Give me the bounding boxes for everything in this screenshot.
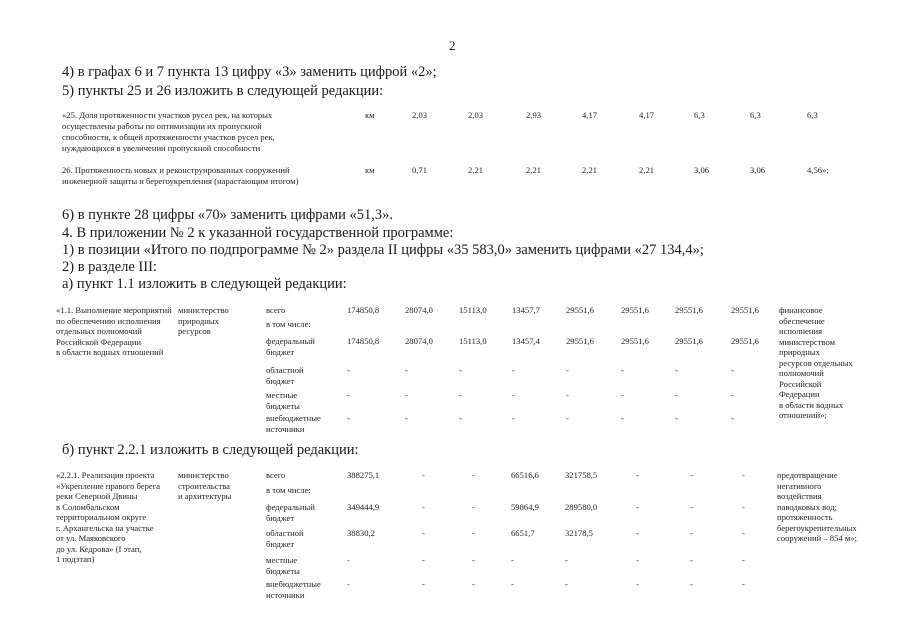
funding-value-cell: - (636, 502, 639, 512)
funding-value-cell: 15113,0 (459, 336, 487, 346)
funding-value-cell: 174850,8 (347, 305, 380, 315)
funding-value-cell: 32178,5 (565, 528, 593, 538)
funding-value-cell: 15113,0 (459, 305, 487, 315)
unit-cell: км (365, 165, 375, 175)
funding-value-cell: - (511, 579, 514, 589)
funding-value-cell: - (422, 579, 425, 589)
page-number: 2 (449, 38, 456, 53)
measure-name-line: «Укрепление правого берега (56, 480, 161, 491)
funding-value-cell: 66516,6 (511, 470, 539, 480)
measure-name-line: реки Северной Двины (56, 491, 138, 501)
funding-source-line: внебюджетные (266, 413, 321, 423)
value-cell: 2,21 (526, 165, 542, 175)
value-cell: 2,21 (582, 165, 598, 175)
funding-value-cell: - (472, 555, 475, 565)
funding-value-cell: - (636, 470, 639, 480)
funding-source-line: бюджет (266, 375, 295, 386)
funding-value-cell: - (675, 365, 678, 375)
indicator-name-line: нуждающихся в увеличении пропускной способности (62, 143, 261, 153)
measure-name-line: «2.2.1. Реализация проекта (56, 470, 155, 480)
indicator-name-line: инженерной защиты и берегоукрепления (нарастающим итогом) (62, 176, 299, 186)
indicator-name-line: способности, к общей протяженности участков русел рек, (62, 132, 275, 142)
funding-value-cell: - (405, 413, 408, 423)
funding-value-cell: - (347, 390, 350, 400)
indicator-name-line: осуществлены работы по оптимизации их пропускной (62, 121, 262, 131)
funding-source-line: областной (266, 528, 304, 538)
funding-value-cell: 29551,6 (621, 305, 649, 315)
funding-value-cell: - (405, 390, 408, 400)
funding-value-cell: - (636, 555, 639, 565)
funding-value-cell: 29551,6 (566, 305, 594, 315)
executor-line: министерство (178, 470, 229, 480)
funding-value-cell: 28074,0 (405, 336, 433, 346)
funding-value-cell: - (422, 470, 425, 480)
funding-value-cell: - (742, 502, 745, 512)
funding-value-cell: 349444,9 (347, 502, 380, 512)
funding-value-cell: - (742, 579, 745, 589)
expected-result-line: обеспечение (779, 315, 825, 326)
funding-value-cell: - (742, 528, 745, 538)
text-line: 2) в разделе III: (62, 259, 157, 275)
measure-name-line: г. Архангельска на участке (56, 522, 154, 533)
expected-result-line: отношений»; (779, 410, 827, 420)
funding-value-cell: - (347, 555, 350, 565)
funding-source-line: в том числе: (266, 485, 311, 495)
expected-result-line: Федерации (779, 389, 820, 399)
text-line: б) пункт 2.2.1 изложить в следующей редакции: (62, 442, 359, 458)
funding-value-cell: - (459, 365, 462, 375)
measure-name-line: в Соломбальском (56, 501, 120, 512)
funding-source-line: источники (266, 423, 305, 434)
funding-source-line: местные (266, 390, 298, 400)
expected-result-line: Российской (779, 378, 822, 389)
funding-value-cell: - (675, 413, 678, 423)
funding-value-cell: - (512, 390, 515, 400)
funding-value-cell: - (422, 555, 425, 565)
value-cell: 2,03 (412, 110, 428, 120)
expected-result-line: ресурсов отдельных (779, 357, 853, 368)
expected-result-line: министерством (779, 336, 836, 347)
value-cell: 2,21 (639, 165, 655, 175)
expected-result-line: финансовое (779, 305, 823, 315)
funding-value-cell: - (566, 365, 569, 375)
expected-result-line: полномочий (779, 368, 824, 378)
unit-cell: км (365, 110, 375, 120)
measure-name-line: Российской Федерации (56, 336, 142, 347)
funding-value-cell: 388275,1 (347, 470, 380, 480)
funding-source-line: внебюджетные (266, 579, 321, 589)
text-line: 4) в графах 6 и 7 пункта 13 цифру «3» заменить цифрой «2»; (62, 64, 437, 80)
text-line: 4. В приложении № 2 к указанной государственной программе: (62, 225, 454, 241)
funding-value-cell: - (472, 528, 475, 538)
measure-name-line: 1 подэтап) (56, 554, 95, 564)
funding-value-cell: - (459, 413, 462, 423)
funding-value-cell: 29551,6 (731, 305, 759, 315)
indicator-name-line: 26. Протяженность новых и реконструированных сооружений (62, 165, 290, 175)
value-cell: 4,17 (582, 110, 598, 120)
funding-value-cell: - (565, 555, 568, 565)
funding-value-cell: 13457,4 (512, 336, 540, 346)
funding-value-cell: - (636, 528, 639, 538)
funding-value-cell: 28074,0 (405, 305, 433, 315)
executor-line: природных (178, 315, 219, 326)
funding-value-cell: 29551,6 (566, 336, 594, 346)
expected-result-line: природных (779, 347, 820, 357)
funding-source-line: федеральный (266, 502, 315, 512)
funding-value-cell: - (422, 528, 425, 538)
funding-value-cell: 29551,6 (731, 336, 759, 346)
indicator-name-line: «25. Доля протяженности участков русел рек, на которых (62, 110, 273, 120)
expected-result-line: протяженность (777, 512, 833, 522)
funding-value-cell: - (347, 579, 350, 589)
expected-result-line: негативного (777, 480, 822, 491)
funding-value-cell: 13457,7 (512, 305, 540, 315)
value-cell: 3,06 (694, 165, 710, 175)
text-line: 5) пункты 25 и 26 изложить в следующей редакции: (62, 83, 384, 99)
value-cell: 0,71 (412, 165, 428, 175)
value-cell: 3,06 (750, 165, 766, 175)
value-cell: 4,56»; (807, 165, 829, 175)
funding-source-line: бюджеты (266, 565, 300, 576)
funding-value-cell: - (731, 390, 734, 400)
expected-result-line: сооружений – 854 м»; (777, 533, 857, 543)
funding-source-line: бюджеты (266, 400, 300, 411)
text-line: 6) в пункте 28 цифры «70» заменить цифрами «51,3». (62, 207, 394, 223)
funding-value-cell: - (690, 579, 693, 589)
expected-result-line: воздействия (777, 491, 822, 501)
measure-name-line: по обеспечению исполнения (56, 315, 161, 326)
funding-value-cell: - (405, 365, 408, 375)
measure-name-line: до ул. Кедрова» (I этап, (56, 543, 142, 554)
funding-value-cell: - (621, 365, 624, 375)
value-cell: 2,21 (468, 165, 484, 175)
measure-name-line: в области водных отношений (56, 347, 164, 357)
expected-result-line: в области водных (779, 399, 844, 410)
funding-value-cell: - (731, 365, 734, 375)
value-cell: 4,17 (639, 110, 655, 120)
funding-value-cell: - (675, 390, 678, 400)
funding-value-cell: - (565, 579, 568, 589)
funding-value-cell: - (690, 528, 693, 538)
executor-line: и архитектуры (178, 491, 232, 501)
funding-source-line: источники (266, 589, 305, 600)
value-cell: 6,3 (807, 110, 818, 120)
funding-value-cell: - (512, 413, 515, 423)
funding-value-cell: - (636, 579, 639, 589)
funding-value-cell: - (742, 555, 745, 565)
funding-source-line: бюджет (266, 512, 295, 523)
expected-result-line: берегоукрепительных (777, 522, 857, 533)
funding-value-cell: - (690, 470, 693, 480)
value-cell: 2,03 (468, 110, 484, 120)
measure-name-line: «1.1. Выполнение мероприятий (56, 305, 172, 315)
funding-value-cell: 38830,2 (347, 528, 375, 538)
funding-value-cell: 29551,6 (675, 336, 703, 346)
executor-line: министерство (178, 305, 229, 315)
funding-value-cell: - (621, 390, 624, 400)
funding-value-cell: - (512, 365, 515, 375)
funding-source-line: всего (266, 305, 286, 315)
funding-value-cell: 6651,7 (511, 528, 535, 538)
measure-name-line: территориальном округе (56, 512, 147, 522)
funding-value-cell: - (731, 413, 734, 423)
funding-value-cell: 174850,8 (347, 336, 380, 346)
funding-source-line: бюджет (266, 538, 295, 549)
funding-value-cell: - (742, 470, 745, 480)
funding-value-cell: 59864,9 (511, 502, 539, 512)
funding-value-cell: 289580,0 (565, 502, 598, 512)
funding-value-cell: - (472, 470, 475, 480)
funding-value-cell: - (459, 390, 462, 400)
funding-value-cell: 321758,5 (565, 470, 598, 480)
executor-line: строительства (178, 480, 230, 491)
executor-line: ресурсов (178, 326, 211, 336)
funding-value-cell: - (472, 502, 475, 512)
value-cell: 6,3 (750, 110, 761, 120)
funding-value-cell: - (566, 413, 569, 423)
expected-result-line: паводковых вод; (777, 501, 837, 512)
funding-value-cell: - (347, 413, 350, 423)
funding-value-cell: - (511, 555, 514, 565)
value-cell: 2,93 (526, 110, 542, 120)
funding-source-line: областной (266, 365, 304, 375)
expected-result-line: предотвращение (777, 470, 838, 480)
funding-value-cell: - (621, 413, 624, 423)
funding-source-line: федеральный (266, 336, 315, 346)
funding-source-line: всего (266, 470, 286, 480)
funding-source-line: бюджет (266, 346, 295, 357)
funding-value-cell: - (347, 365, 350, 375)
funding-source-line: местные (266, 555, 298, 565)
funding-value-cell: - (690, 555, 693, 565)
expected-result-line: исполнения (779, 326, 823, 336)
measure-name-line: от ул. Маяковского (56, 533, 126, 543)
funding-value-cell: 29551,6 (675, 305, 703, 315)
funding-value-cell: - (566, 390, 569, 400)
measure-name-line: отдельных полномочий (56, 326, 142, 336)
funding-value-cell: - (472, 579, 475, 589)
text-line: 1) в позиции «Итого по подпрограмме № 2» раздела II цифры «35 583,0» заменить цифрами «27 134,4»; (62, 242, 704, 258)
text-line: а) пункт 1.1 изложить в следующей редакции: (62, 276, 347, 292)
value-cell: 6,3 (694, 110, 705, 120)
funding-value-cell: - (422, 502, 425, 512)
funding-value-cell: 29551,6 (621, 336, 649, 346)
funding-source-line: в том числе: (266, 319, 311, 329)
funding-value-cell: - (690, 502, 693, 512)
